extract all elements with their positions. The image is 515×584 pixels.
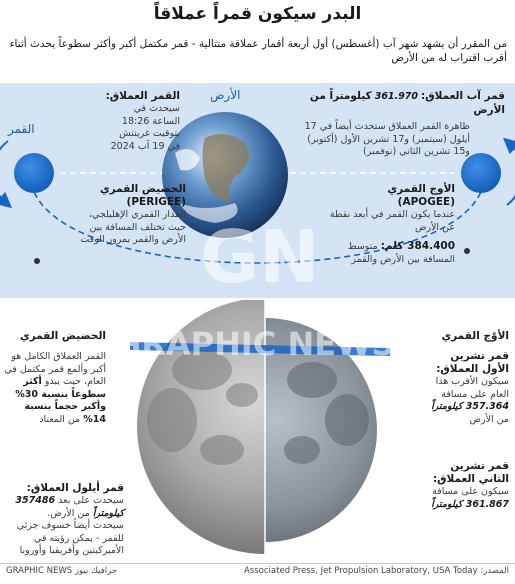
page-subtitle: من المقرر أن يشهد شهر آب (أغسطس) أول أربعة أقمار عملاقة متتالية - قمر مكتمل أكبر وأكثر سطوعاً يحدث أثناء أقرب اقتراب له من الأرض: [9, 38, 507, 64]
supermoon-time-heading: القمر العملاق:: [105, 90, 180, 102]
moon-label: القمر: [8, 122, 35, 136]
sep-moon-heading: قمر أيلول العملاق:: [26, 482, 124, 494]
watermark-text: GRAPHIC NEWS: [115, 325, 395, 363]
supermoon-time-text: سيحدث في الساعة 18:26 بتوقيت غرينتش في 19 آب 2024: [110, 103, 180, 152]
footer-source: المصدر: Associated Press, Jet Propulsion Laboratory, USA Today: [244, 566, 509, 576]
oct-moon-distance: 357.364 كيلومتراً: [431, 401, 509, 412]
perigee-moon-text-b: من المعتاد: [39, 413, 81, 425]
oct-moon-suffix: من الأرض: [469, 413, 509, 425]
page-title: البدر سيكون قمراً عملاقاً: [153, 4, 362, 24]
oct-moon-text: سيكون الأقرب هذا العام على مسافة: [435, 376, 509, 400]
perigee-moon-block: [4, 330, 106, 426]
perigee-text: المدار القمري الإهليلجي، حيث تختلف المسافة بين الأرض والقمر بمرور الوقت: [80, 209, 186, 245]
supermoon-aug-note: ظاهرة القمر العملاق ستحدث أيضاً في 17 أيلول (سبتمبر) و17 تشرين الأول (أكتوبر) و15 تشرين الثاني (نوفمبر): [304, 121, 470, 157]
sep-moon-block: [4, 482, 124, 558]
apogee-block: [325, 183, 455, 266]
footer-brand: GRAPHIC NEWS جرافيك نيوز: [6, 566, 118, 576]
nov-moon-distance: 361.867 كيلومتراً: [431, 498, 509, 510]
oct-moon-heading: قمر تشرين الأول العملاق:: [436, 350, 509, 375]
moon-left: [14, 153, 54, 193]
perigee-heading: الحضيض القمري: [99, 183, 186, 195]
supermoon-aug-distance-suffix: كيلومتراً من الأرض: [309, 90, 505, 116]
perigee-moon-text-a: القمر العملاق الكامل هو أكبر وألمع قمر مكتمل في العام، حيث يبدو: [4, 351, 106, 387]
moon-right: [461, 153, 501, 193]
supermoon-aug-distance: 361.970: [374, 91, 418, 102]
apogee-avg-text: متوسط المسافة بين الأرض والقمر: [347, 241, 455, 265]
apogee-avg-value: 384.400 كلم:: [380, 240, 455, 252]
apogee-text: عندما يكون القمر في أبعد نقطة عن الأرض: [329, 209, 455, 233]
apogee-heading: الأوج القمري: [387, 183, 455, 195]
footer-divider: [0, 563, 515, 564]
watermark-logo: GN: [200, 215, 320, 299]
perigee-moon-bold: أكثر سطوعاً بنسبة 30% وأكبر حجماً بنسبة 14%: [15, 376, 106, 425]
supermoon-aug-block: [290, 90, 505, 159]
nov-moon-heading: قمر تشرين الثاني العملاق:: [432, 460, 509, 485]
perigee-term: (PERIGEE): [126, 196, 186, 208]
apogee-term: (APOGEE): [397, 196, 455, 208]
nov-moon-block: [421, 460, 509, 511]
sep-moon-text-c: سيحدث أيضاً خسوف جزئي للقمر - يمكن رؤيته في الأميركيتين وأفريقيا وأوروبا: [16, 520, 124, 556]
size-difference-band: [130, 338, 390, 362]
apogee-moon-heading: الأوْج القمري: [441, 330, 509, 342]
sep-moon-text-a: سيحدث على بعد: [58, 495, 124, 506]
oct-moon-block: [421, 350, 509, 426]
sep-moon-distance: 357486 كيلومتراً: [15, 495, 124, 519]
sep-moon-text-b: من الأرض.: [47, 507, 90, 519]
nov-moon-text: سيكون على مسافة: [432, 486, 509, 497]
perigee-moon-heading: الحضيض القمري: [19, 330, 106, 342]
supermoon-time-block: [90, 90, 180, 153]
perigee-block: [68, 183, 186, 247]
supermoon-aug-heading: قمر آب العملاق:: [421, 90, 505, 102]
earth-label: الأرض: [210, 88, 241, 102]
